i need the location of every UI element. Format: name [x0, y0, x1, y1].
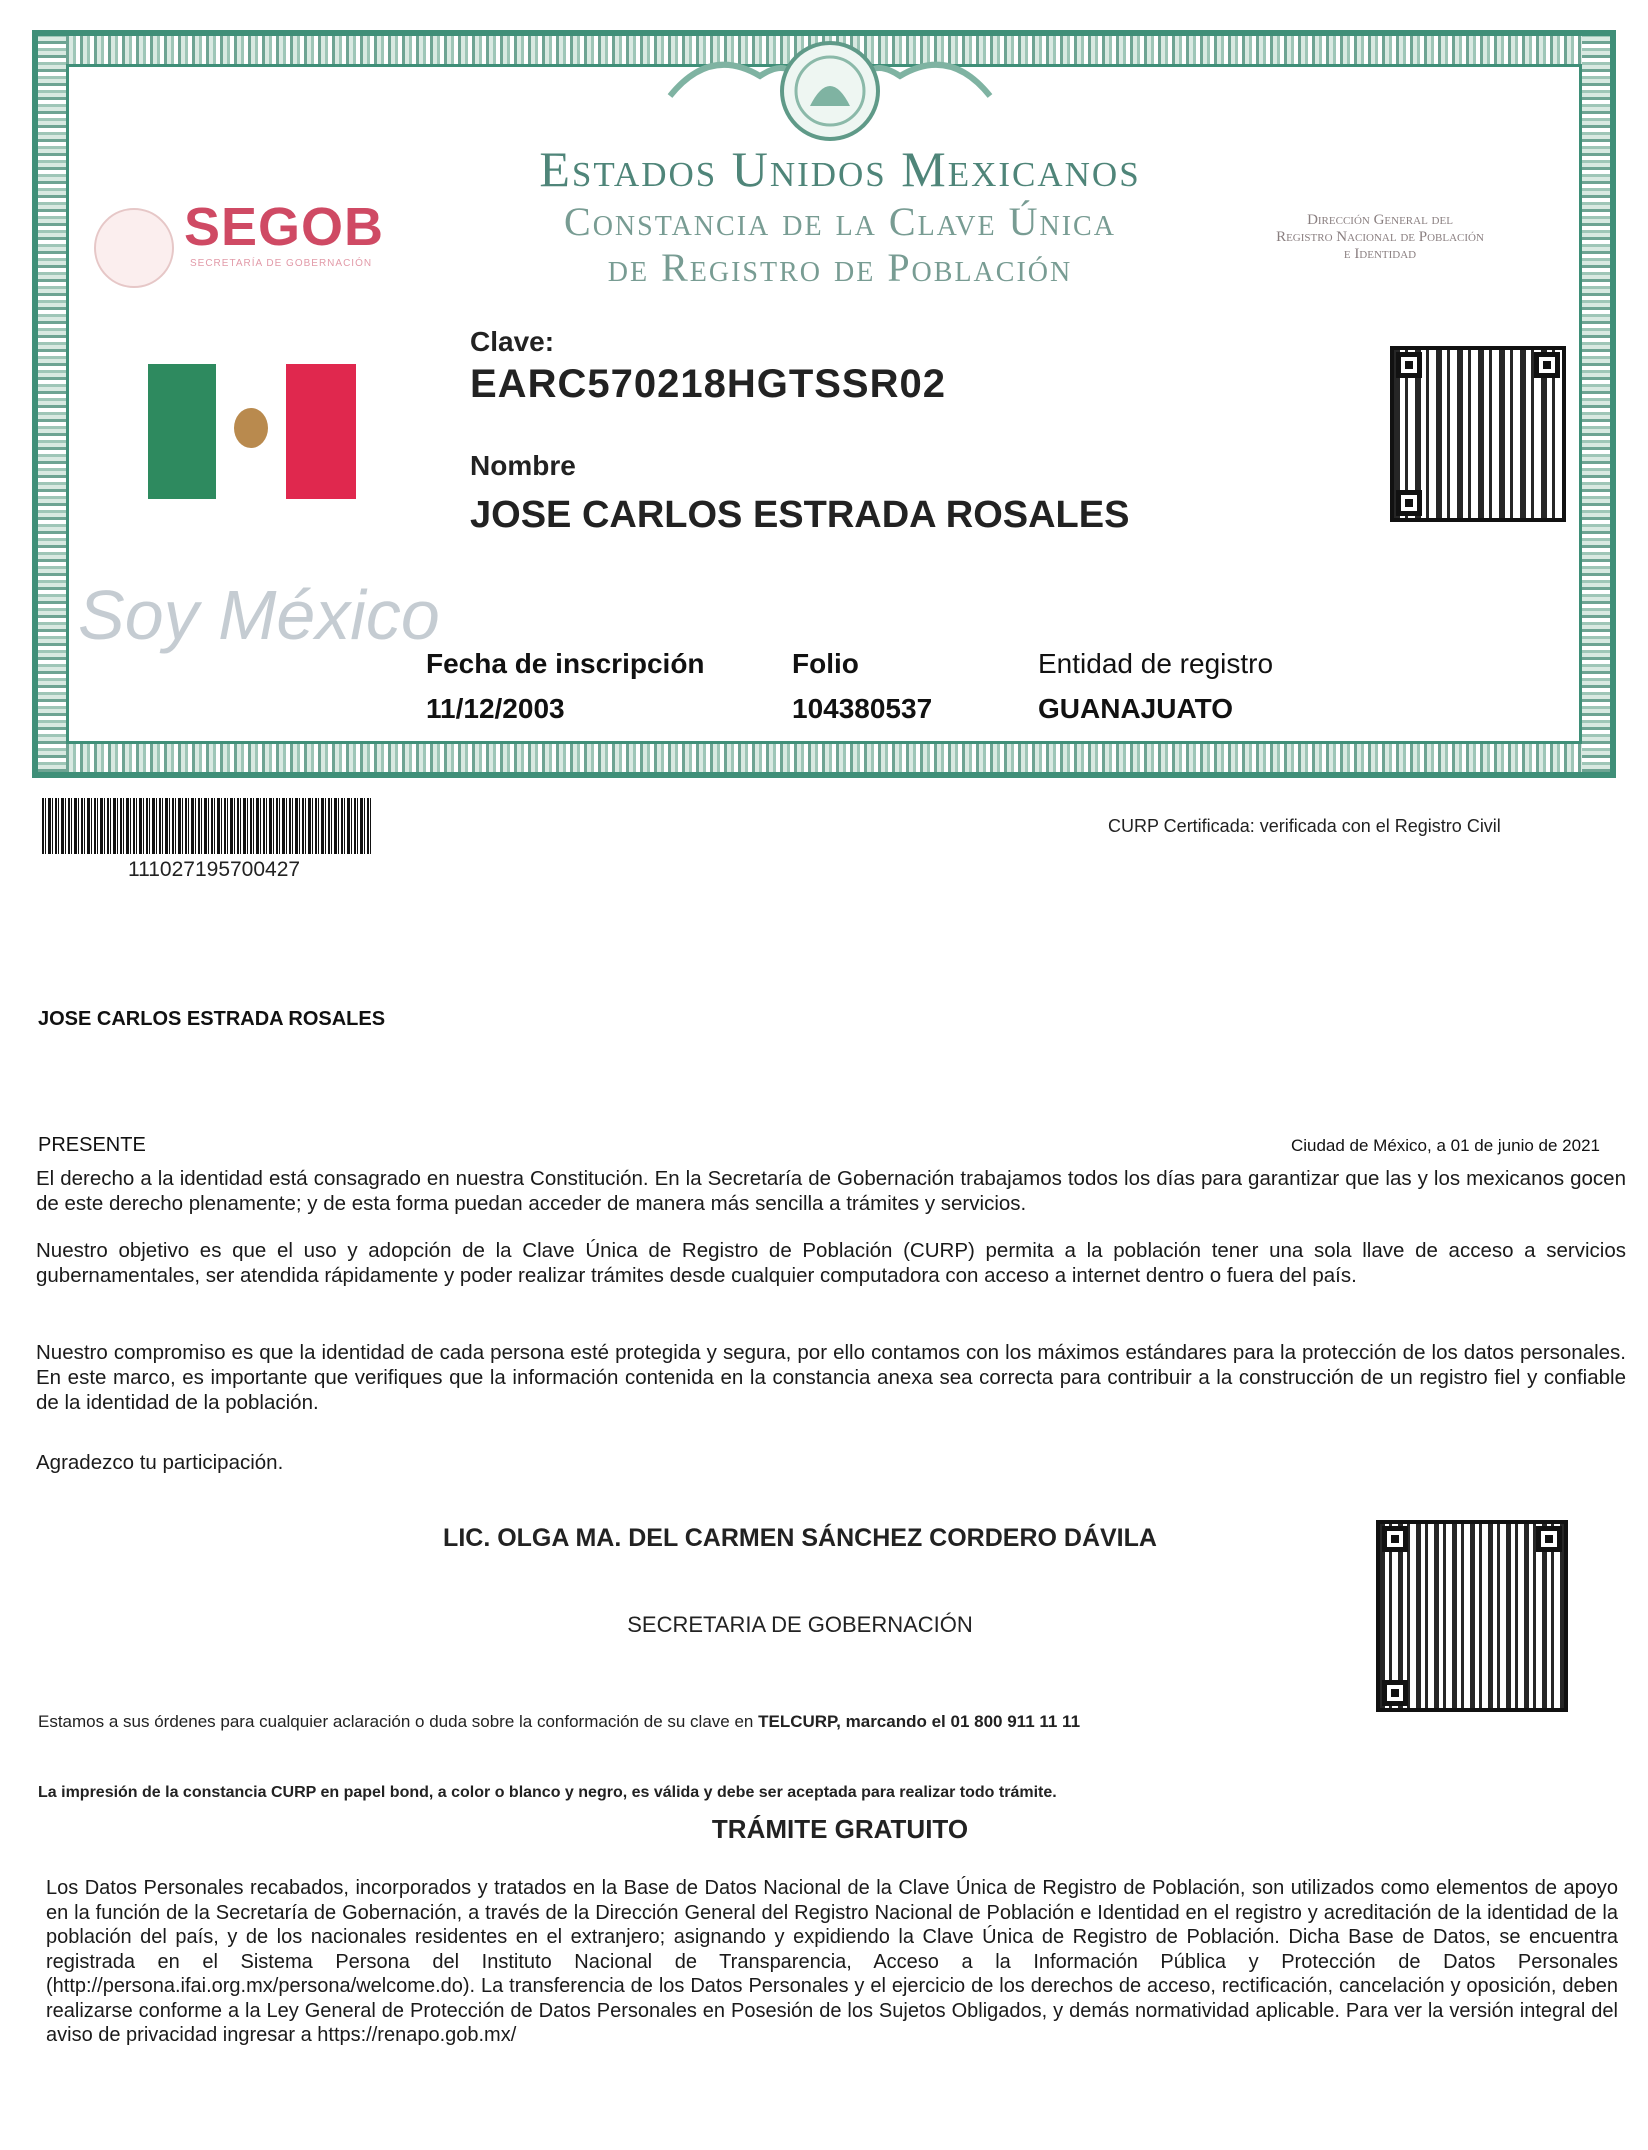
barcode-icon: [42, 798, 372, 854]
letter-paragraph-3: Nuestro compromiso es que la identidad de cada persona esté protegida y segura, por ello contamos con los máximos estándares para la protección de los datos personales. En este marco, es importante que verifiques que la información contenida en la constancia anexa sea correcta para contribuir a la construcción de un registro fiel y confiable de la identidad de la población.: [36, 1341, 1626, 1414]
mexico-flag-icon: [148, 364, 356, 499]
barcode-number: 111027195700427: [128, 858, 301, 881]
nombre-label: Nombre: [470, 450, 576, 481]
agency-name: [1210, 212, 1550, 263]
folio-value: 104380537: [792, 693, 933, 724]
segob-logo-subtext: SECRETARÍA DE GOBERNACIÓN: [190, 258, 373, 269]
aclaracion-note: [38, 1712, 1080, 1732]
fecha-inscripcion-value: 11/12/2003: [426, 693, 565, 724]
segob-emblem-icon: [94, 208, 174, 288]
recipient-name: JOSE CARLOS ESTRADA ROSALES: [38, 1008, 386, 1030]
entidad-registro-value: GUANAJUATO: [1038, 693, 1233, 724]
guilloche-border-right: [1582, 36, 1610, 772]
fecha-inscripcion-label: Fecha de inscripción: [426, 648, 705, 679]
presente-text: PRESENTE: [38, 1134, 146, 1156]
agency-name-line3: e Identidad: [1343, 246, 1417, 262]
clave-label: Clave:: [470, 326, 555, 357]
clave-value: EARC570218HGTSSR02: [470, 362, 946, 406]
guilloche-border-left: [38, 36, 66, 772]
agency-name-line1: Dirección General del: [1307, 212, 1453, 228]
coat-of-arms-seal-icon: [650, 36, 1010, 146]
soy-mexico-watermark: Soy México: [78, 576, 440, 654]
tramite-gratuito-heading: TRÁMITE GRATUITO: [711, 1814, 969, 1844]
document-title-line1: Constancia de la Clave Única: [564, 199, 1116, 244]
segob-logo-text: SEGOB: [184, 197, 385, 257]
folio-label: Folio: [792, 648, 859, 679]
curp-certificada-note: CURP Certificada: verificada con el Registro Civil: [1108, 816, 1501, 836]
signer-title: SECRETARIA DE GOBERNACIÓN: [627, 1612, 973, 1637]
qr-code-icon: [1390, 346, 1566, 522]
impresion-validez-note: La impresión de la constancia CURP en papel bond, a color o blanco y negro, es válida y debe ser aceptada para realizar todo trámite.: [38, 1784, 1057, 1801]
telcurp-phone: TELCURP, marcando el 01 800 911 11 11: [758, 1712, 1081, 1731]
entidad-registro-label: Entidad de registro: [1038, 648, 1274, 679]
signer-name: LIC. OLGA MA. DEL CARMEN SÁNCHEZ CORDERO DÁVILA: [443, 1524, 1157, 1552]
letter-paragraph-1: El derecho a la identidad está consagrado en nuestra Constitución. En la Secretaría de Gobernación trabajamos todos los días para garantizar que las y los mexicanos gocen de este derecho plenamente; y de esta forma puedan acceder de manera más sencilla a trámites y servicios.: [36, 1167, 1626, 1215]
agency-name-line2: Registro Nacional de Población: [1276, 229, 1484, 245]
letter-paragraph-4: Agradezco tu participación.: [36, 1451, 284, 1474]
qr-code-secondary-icon: [1376, 1520, 1568, 1712]
nombre-value: JOSE CARLOS ESTRADA ROSALES: [470, 494, 1130, 536]
letter-date: Ciudad de México, a 01 de junio de 2021: [1290, 1136, 1600, 1155]
letter-paragraph-2: Nuestro objetivo es que el uso y adopción de la Clave Única de Registro de Población (CURP) permita a la población tener una sola llave de acceso a servicios gubernamentales, ser atendida rápidamente y poder realizar trámites desde cualquier computadora con acceso a internet dentro o fuera del país.: [36, 1239, 1626, 1287]
document-title-line2: de Registro de Población: [607, 245, 1073, 290]
guilloche-border-bottom: [38, 744, 1610, 772]
country-title: Estados Unidos Mexicanos: [539, 141, 1141, 197]
privacy-notice-paragraph: Los Datos Personales recabados, incorporados y tratados en la Base de Datos Nacional de la Clave Única de Registro de Población, son utilizados como elementos de apoyo en la función de la Secretaría de Gobernación, a través de la Dirección General del Registro Nacional de Población e Identidad en el registro y acreditación de la identidad de la población del país, y de los nacionales residentes en el extranjero; asignando y expidiendo la Clave Única de Registro de Población. Dicha Base de Datos, se encuentra registrada en el Sistema Persona del Instituto Nacional de Transparencia, Acceso a la Información Pública y Protección de Datos Personales (http://persona.ifai.org.mx/persona/welcome.do). La transferencia de los Datos Personales y el ejercicio de los derechos de acceso, rectificación, cancelación y oposición, deben realizarse conforme a la Ley General de Protección de Datos Personales en Posesión de los Sujetos Obligados, y demás normatividad aplicable. Para ver la versión integral del aviso de privacidad ingresar a https://renapo.gob.mx/: [46, 1877, 1618, 2046]
aclaracion-text: Estamos a sus órdenes para cualquier aclaración o duda sobre la conformación de su clave en: [38, 1712, 759, 1731]
